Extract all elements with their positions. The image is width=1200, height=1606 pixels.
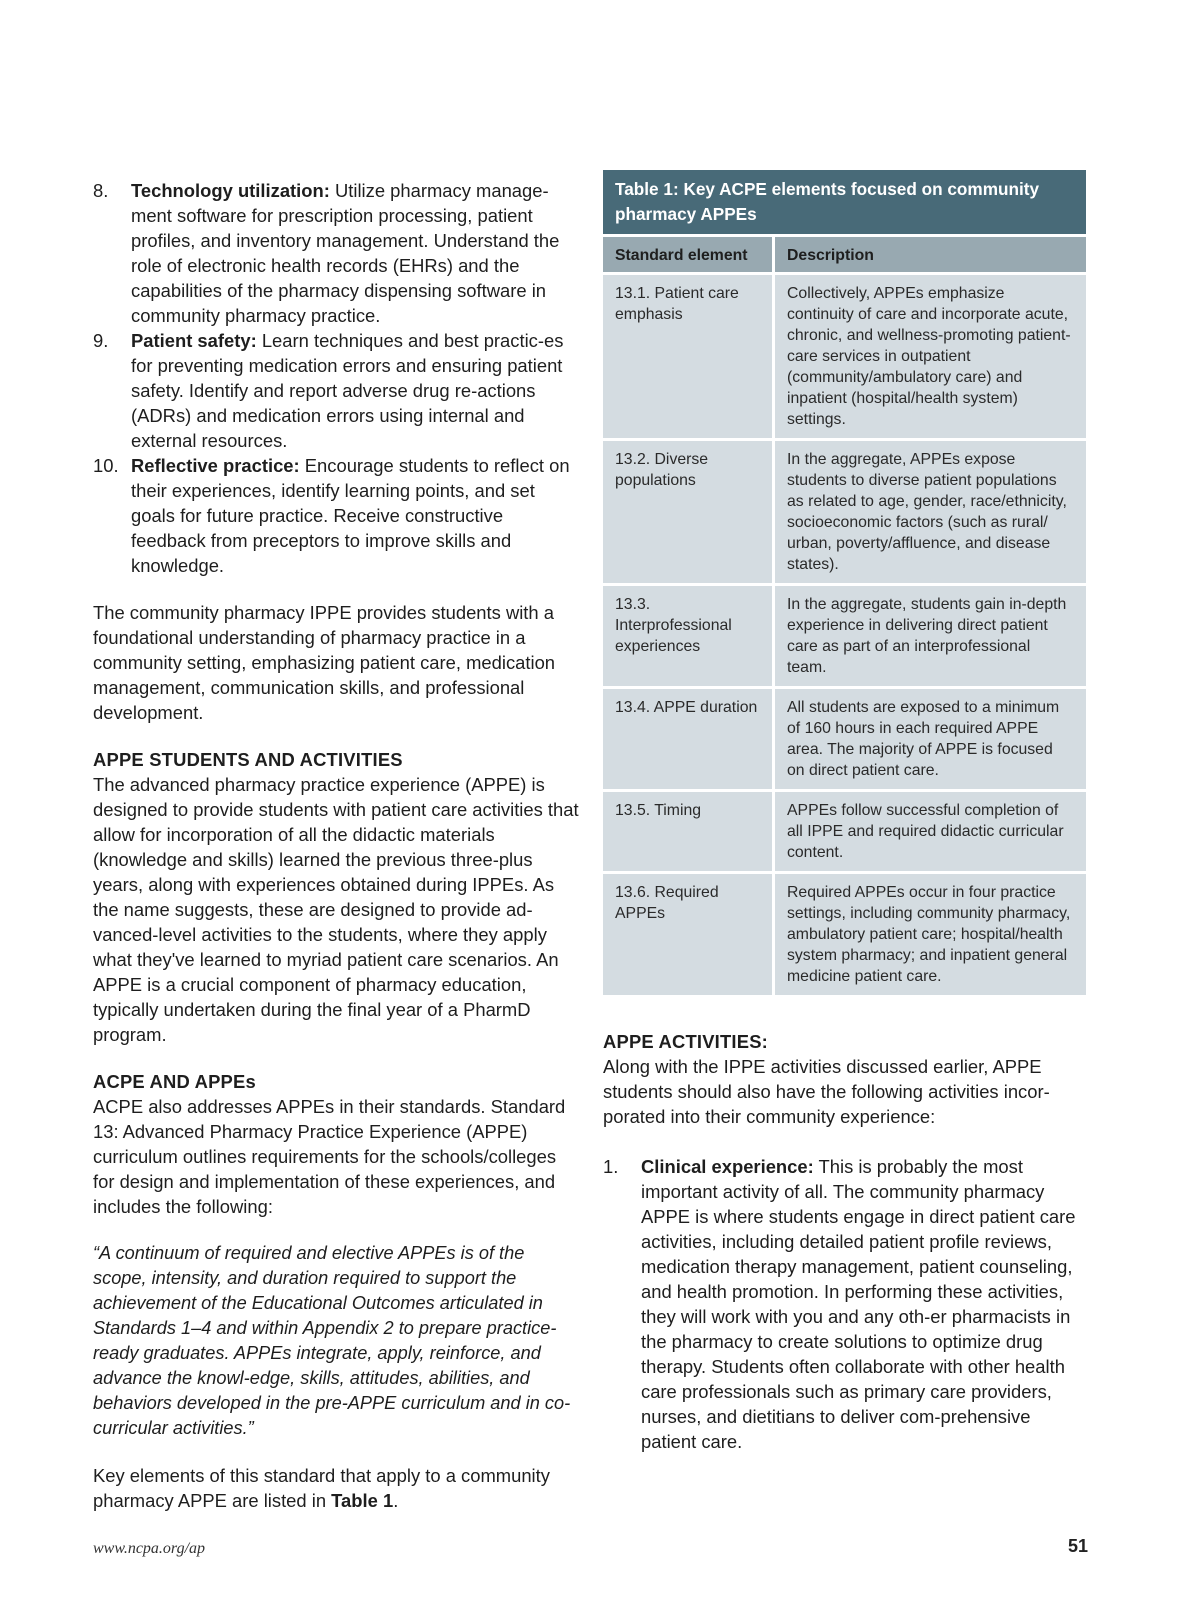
table-cell-description: Collectively, APPEs emphasize continuity of care and incorporate acute, chronic, and wellness-promoting patient-care services in outpatient (community/ambulatory care) and inpatient (hospital/health system) settings. xyxy=(787,285,1071,428)
table-title: Table 1: Key ACPE elements focused on community pharmacy APPEs xyxy=(603,170,1086,234)
table-row xyxy=(603,686,1086,789)
list-text xyxy=(641,1154,1086,1454)
table-cell-description: APPEs follow successful completion of all IPPE and required didactic curricular content. xyxy=(787,802,1064,861)
list-text xyxy=(131,453,581,578)
list-item xyxy=(93,178,581,328)
key-elements-end: . xyxy=(393,1490,399,1511)
list-number: 1. xyxy=(603,1156,619,1177)
list-text xyxy=(131,178,581,328)
acpe-table xyxy=(603,170,1086,995)
table-row xyxy=(603,871,1086,995)
table-cell-element: 13.5. Timing xyxy=(603,792,775,871)
footer-url: www.ncpa.org/ap xyxy=(93,1540,206,1557)
table-cell-description: Required APPEs occur in four practice settings, including community pharmacy, ambulatory patient care; hospital/health system pharmacy; and inpatient general medicine patient care. xyxy=(787,884,1071,985)
list-body: Encourage students to reflect on their experiences, identify learning points, and set goals for future practice. Receive constructive feedback from preceptors to improve skills and knowledge. xyxy=(131,455,570,576)
list-text xyxy=(131,328,581,453)
right-column xyxy=(603,170,1086,1454)
page-number: 51 xyxy=(1068,1536,1089,1556)
table-cell-element: 13.4. APPE duration xyxy=(603,689,775,789)
table-cell-description: All students are exposed to a minimum of 160 hours in each required APPE area. The majority of APPE is focused on direct patient care. xyxy=(787,699,1060,779)
list-body: Learn techniques and best practic-es for preventing medication errors and ensuring patient safety. Identify and report adverse drug re-actions (ADRs) and medication errors using internal and external resources. xyxy=(131,330,564,451)
list-item xyxy=(603,1154,1086,1454)
acpe-paragraph: ACPE also addresses APPEs in their standards. Standard 13: Advanced Pharmacy Practice Experience (APPE) curriculum outlines requirements for the schools/colleges for design and implementation of these experiences, and includes the following: xyxy=(93,1096,566,1217)
list-term: Technology utilization: xyxy=(131,180,330,201)
table-cell-element: 13.3. Interprofessional experiences xyxy=(603,586,775,686)
activities-heading: APPE ACTIVITIES: xyxy=(603,1031,768,1052)
table-row xyxy=(603,438,1086,583)
table-header-row xyxy=(603,234,1086,272)
table-cell-element: 13.2. Diverse populations xyxy=(603,441,775,583)
key-elements-text: Key elements of this standard that apply to a community pharmacy APPE are listed in xyxy=(93,1465,550,1511)
standard-quote: “A continuum of required and elective APPEs is of the scope, intensity, and duration required to support the achievement of the Educational Outcomes articulated in Standards 1–4 and within Appendix 2 to prepare practice-ready graduates. APPEs integrate, apply, reinforce, and advance the knowl-edge, skills, attitudes, abilities, and behaviors developed in the pre-APPE curriculum and in co-curricular activities.” xyxy=(93,1243,571,1438)
column-header-description xyxy=(775,237,1086,272)
list-item xyxy=(93,328,581,453)
activities-intro: Along with the IPPE activities discussed earlier, APPE students should also have the following activities incor-porated into their community experience: xyxy=(603,1056,1050,1127)
list-item xyxy=(93,453,581,578)
list-term: Reflective practice: xyxy=(131,455,300,476)
table-cell-element: 13.6. Required APPEs xyxy=(603,874,775,995)
table-cell-element: 13.1. Patient care emphasis xyxy=(603,275,775,438)
table-row xyxy=(603,789,1086,871)
table-row xyxy=(603,272,1086,438)
list-body: This is probably the most important activity of all. The community pharmacy APPE is where students engage in direct patient care activities, including detailed patient profile reviews, medication therapy management, patient counseling, and health promotion. In performing these activities, they will work with you and any oth-er pharmacists in the pharmacy to create solutions to optimize drug therapy. Students often collaborate with other health care professionals such as primary care providers, nurses, and dietitians to deliver com-prehensive patient care. xyxy=(641,1156,1076,1452)
key-elements-paragraph xyxy=(93,1463,581,1513)
table-cell-description: In the aggregate, students gain in-depth experience in delivering direct patient care as part of an interprofessional team. xyxy=(787,596,1067,676)
list-term: Patient safety: xyxy=(131,330,257,351)
table-cell-description: In the aggregate, APPEs expose students to diverse patient populations as related to age, gender, race/ethnicity, socioeconomic factors (such as rural/ urban, poverty/affluence, and disease states). xyxy=(787,451,1067,573)
list-body: Utilize pharmacy manage-ment software for prescription processing, patient profiles, and inventory management. Understand the role of electronic health records (EHRs) and the capabilities of the pharmacy dispensing software in community pharmacy practice. xyxy=(131,180,560,326)
appe-section-heading: APPE STUDENTS AND ACTIVITIES xyxy=(93,749,403,770)
table-reference: Table 1 xyxy=(331,1490,394,1511)
appe-paragraph: The advanced pharmacy practice experience (APPE) is designed to provide students with patient care activities that allow for incorporation of all the didactic materials (knowledge and skills) learned the previous three-plus years, along with experiences obtained during IPPEs. As the name suggests, these are designed to provide ad-vanced-level activities to the students, where they apply what they've learned to myriad patient care scenarios. An APPE is a crucial component of pharmacy education, typically undertaken during the final year of a PharmD program. xyxy=(93,774,579,1045)
acpe-section-heading: ACPE AND APPEs xyxy=(93,1071,256,1092)
list-number: 8. xyxy=(93,180,109,201)
left-column xyxy=(93,178,581,1513)
skills-list xyxy=(93,178,581,578)
list-term: Clinical experience: xyxy=(641,1156,814,1177)
list-number: 10. xyxy=(93,455,119,476)
column-header-element: Standard element xyxy=(603,237,775,272)
activities-list xyxy=(603,1154,1086,1454)
ippe-summary-paragraph: The community pharmacy IPPE provides students with a foundational understanding of pharmacy practice in a community setting, emphasizing patient care, medication management, communication skills, and professional development. xyxy=(93,602,556,723)
list-number: 9. xyxy=(93,330,109,351)
table-row xyxy=(603,583,1086,686)
column-header-description-label: Description xyxy=(787,247,874,264)
